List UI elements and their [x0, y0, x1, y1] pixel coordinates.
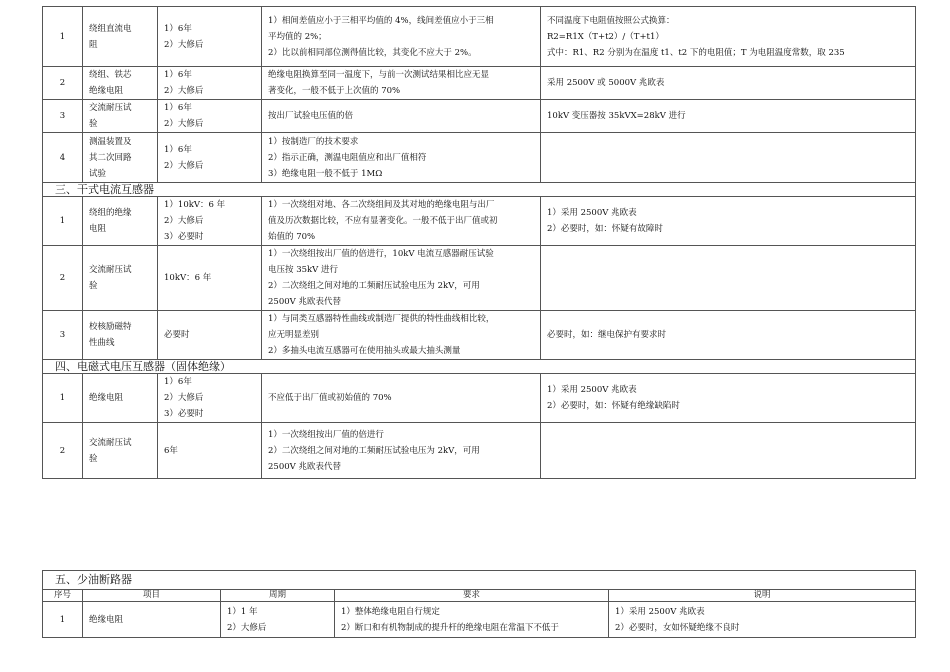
period-cell — [158, 133, 262, 183]
note-line: 1）采用 2500V 兆欧表 — [547, 208, 637, 218]
requirement-line: 2）断口和有机物制成的提升杆的绝缘电阻在常温下不低于 — [341, 622, 559, 633]
requirement-line: 始值的 70% — [268, 232, 316, 242]
requirement-line: 不应低于出厂值或初始值的 70% — [268, 393, 392, 403]
period-line: 1）6年 — [164, 23, 192, 34]
period-line: 1）6年 — [164, 70, 192, 80]
requirement-line: 值及历次数据比较，不应有显著变化。一般不低于出厂值或初 — [268, 216, 498, 226]
item-cell — [83, 7, 158, 67]
item-line: 验 — [89, 453, 98, 464]
item-line: 验 — [89, 281, 98, 291]
row-number: 2 — [43, 67, 83, 100]
requirement-line: 2）二次绕组之间对地的工频耐压试验电压为 2kV，可用 — [268, 445, 480, 456]
note-cell — [541, 374, 916, 423]
requirement-line: 1）整体绝缘电阻自行规定 — [341, 606, 440, 617]
requirement-cell — [262, 67, 541, 100]
period-cell — [158, 374, 262, 423]
requirement-line: 1）一次绕组对地、各二次绕组间及其对地的绝缘电阻与出厂 — [268, 200, 495, 210]
period-line: 2）大修后 — [227, 622, 267, 633]
note-line: 1）采用 2500V 兆欧表 — [615, 606, 705, 617]
requirement-line: 绝缘电阻换算至同一温度下，与前一次测试结果相比应无显 — [268, 70, 490, 80]
row-number: 2 — [43, 246, 83, 311]
header-requirement: 要求 — [335, 590, 609, 602]
requirement-cell — [262, 197, 541, 246]
item-line: 电阻 — [89, 224, 107, 234]
item-line: 绕组直流电 — [89, 23, 132, 34]
note-line: 1）采用 2500V 兆欧表 — [547, 385, 637, 395]
note-cell — [541, 67, 916, 100]
row-number: 2 — [43, 423, 83, 479]
requirement-cell — [262, 7, 541, 67]
table-row — [43, 197, 916, 246]
item-cell — [83, 602, 221, 638]
requirement-line: 1）与同类互感器特性曲线或制造厂提供的特性曲线相比较， — [268, 314, 495, 324]
note-cell — [541, 246, 916, 311]
header-item: 项目 — [83, 590, 221, 602]
table-row — [43, 133, 916, 183]
period-line: 必要时 — [164, 330, 190, 340]
note-line: 2）必要时，如：怀疑有绝缘缺陷时 — [547, 401, 680, 411]
table-row — [43, 7, 916, 67]
row-number: 4 — [43, 133, 83, 183]
note-line: 采用 2500V 或 5000V 兆欧表 — [547, 78, 665, 88]
requirement-line: 2500V 兆欧表代替 — [268, 297, 341, 307]
note-cell — [541, 197, 916, 246]
requirement-line: 电压按 35kV 进行 — [268, 265, 339, 275]
item-cell — [83, 133, 158, 183]
period-cell — [158, 423, 262, 479]
item-cell — [83, 246, 158, 311]
table-row — [43, 246, 916, 311]
row-number: 1 — [43, 197, 83, 246]
item-line: 校核励磁特 — [89, 322, 132, 332]
item-line: 绕组、铁芯 — [89, 70, 132, 80]
section-title-current-transformer: 三、干式电流互感器 — [43, 183, 916, 197]
item-line: 交流耐压试 — [89, 103, 132, 113]
requirement-line: 按出厂试验电压值的倍 — [268, 111, 354, 121]
item-line: 试验 — [89, 168, 107, 179]
item-cell — [83, 100, 158, 133]
period-line: 2）大修后 — [164, 119, 204, 129]
section-title-voltage-transformer: 四、电磁式电压互感器（固体绝缘） — [43, 360, 916, 374]
row-number: 3 — [43, 100, 83, 133]
section5-table — [42, 570, 916, 638]
note-cell — [541, 423, 916, 479]
item-line: 交流耐压试 — [89, 265, 132, 275]
item-line: 性曲线 — [89, 338, 115, 348]
note-line: 10kV 变压器按 35kVX=28kV 进行 — [547, 111, 686, 121]
item-cell — [83, 423, 158, 479]
requirement-line: 2500V 兆欧表代替 — [268, 461, 341, 472]
period-cell — [221, 602, 335, 638]
period-line: 10kV：6 年 — [164, 273, 212, 283]
table-row — [43, 67, 916, 100]
period-cell — [158, 100, 262, 133]
requirement-line: 2）比以前相同部位测得值比较，其变化不应大于 2%。 — [268, 47, 477, 58]
requirement-line: 著变化，一般不低于上次值的 70% — [268, 86, 401, 96]
period-line: 1）10kV：6 年 — [164, 200, 226, 210]
table-row — [43, 423, 916, 479]
requirement-cell — [262, 246, 541, 311]
table-row — [43, 602, 916, 638]
table-row — [43, 100, 916, 133]
note-line: 式中：R1、R2 分别为在温度 t1、t2 下的电阻值；T 为电阻温度常数，取 235 — [547, 47, 845, 58]
item-cell — [83, 311, 158, 360]
note-cell — [541, 133, 916, 183]
requirement-line: 3）绝缘电阻一般不低于 1MΩ — [268, 168, 383, 179]
period-line: 3）必要时 — [164, 232, 204, 242]
requirement-cell — [262, 311, 541, 360]
requirement-line: 2）指示正确，测温电阻值应和出厂值相符 — [268, 152, 427, 163]
test-standards-table — [42, 6, 916, 479]
period-line: 2）大修后 — [164, 86, 204, 96]
period-cell — [158, 197, 262, 246]
requirement-cell — [262, 100, 541, 133]
row-number: 1 — [43, 602, 83, 638]
period-line: 1）6年 — [164, 103, 192, 113]
note-cell — [541, 100, 916, 133]
requirement-cell — [262, 374, 541, 423]
period-line: 1）1 年 — [227, 606, 258, 617]
requirement-cell — [262, 133, 541, 183]
item-line: 验 — [89, 119, 98, 129]
item-line: 其二次回路 — [89, 152, 132, 163]
requirement-cell — [335, 602, 609, 638]
requirement-line: 1）相间差值应小于三相平均值的 4%，线间差值应小于三相 — [268, 15, 494, 26]
period-cell — [158, 7, 262, 67]
requirement-line: 2）二次绕组之间对地的工频耐压试验电压为 2kV，可用 — [268, 281, 480, 291]
note-cell — [609, 602, 916, 638]
period-line: 3）必要时 — [164, 409, 204, 419]
item-line: 测温装置及 — [89, 136, 132, 147]
period-cell — [158, 311, 262, 360]
period-line: 2）大修后 — [164, 160, 204, 171]
item-line: 阻 — [89, 39, 98, 50]
note-cell — [541, 7, 916, 67]
requirement-line: 2）多抽头电流互感器可在使用抽头或最大抽头测量 — [268, 346, 461, 356]
item-line: 绝缘电阻 — [89, 393, 124, 403]
requirement-line: 平均值的 2%； — [268, 31, 327, 42]
section5-title: 五、少油断路器 — [43, 571, 916, 590]
row-number: 1 — [43, 374, 83, 423]
header-period: 周期 — [221, 590, 335, 602]
requirement-line: 1）按制造厂的技术要求 — [268, 136, 359, 147]
requirement-line: 应无明显差别 — [268, 330, 320, 340]
header-no: 序号 — [43, 590, 83, 602]
table-row — [43, 311, 916, 360]
item-cell — [83, 67, 158, 100]
period-line: 6年 — [164, 445, 178, 456]
note-line: 不同温度下电阻值按照公式换算： — [547, 15, 675, 26]
requirement-cell — [262, 423, 541, 479]
row-number: 1 — [43, 7, 83, 67]
header-note: 说明 — [609, 590, 916, 602]
item-cell — [83, 374, 158, 423]
period-line: 2）大修后 — [164, 393, 204, 403]
note-line: 2）必要时，女如怀疑绝缘不良时 — [615, 622, 740, 633]
item-line: 绝缘电阻 — [89, 614, 124, 625]
period-line: 2）大修后 — [164, 216, 204, 226]
item-line: 绝缘电阻 — [89, 86, 124, 96]
period-cell — [158, 246, 262, 311]
note-cell — [541, 311, 916, 360]
note-line: 2）必要时，如：怀疑有故障时 — [547, 224, 663, 234]
period-cell — [158, 67, 262, 100]
period-line: 1）6年 — [164, 144, 192, 155]
row-number: 3 — [43, 311, 83, 360]
item-line: 绕组的绝缘 — [89, 208, 132, 218]
period-line: 2）大修后 — [164, 39, 204, 50]
note-line: R2=R1X（T+t2）/（T+t1） — [547, 31, 664, 42]
item-cell — [83, 197, 158, 246]
requirement-line: 1）一次绕组按出厂值的倍进行，10kV 电流互感器耐压试验 — [268, 249, 494, 259]
note-line: 必要时，如：继电保护有要求时 — [547, 330, 667, 340]
requirement-line: 1）一次绕组按出厂值的倍进行 — [268, 429, 384, 440]
item-line: 交流耐压试 — [89, 437, 132, 448]
table-row — [43, 374, 916, 423]
period-line: 1）6年 — [164, 377, 192, 387]
